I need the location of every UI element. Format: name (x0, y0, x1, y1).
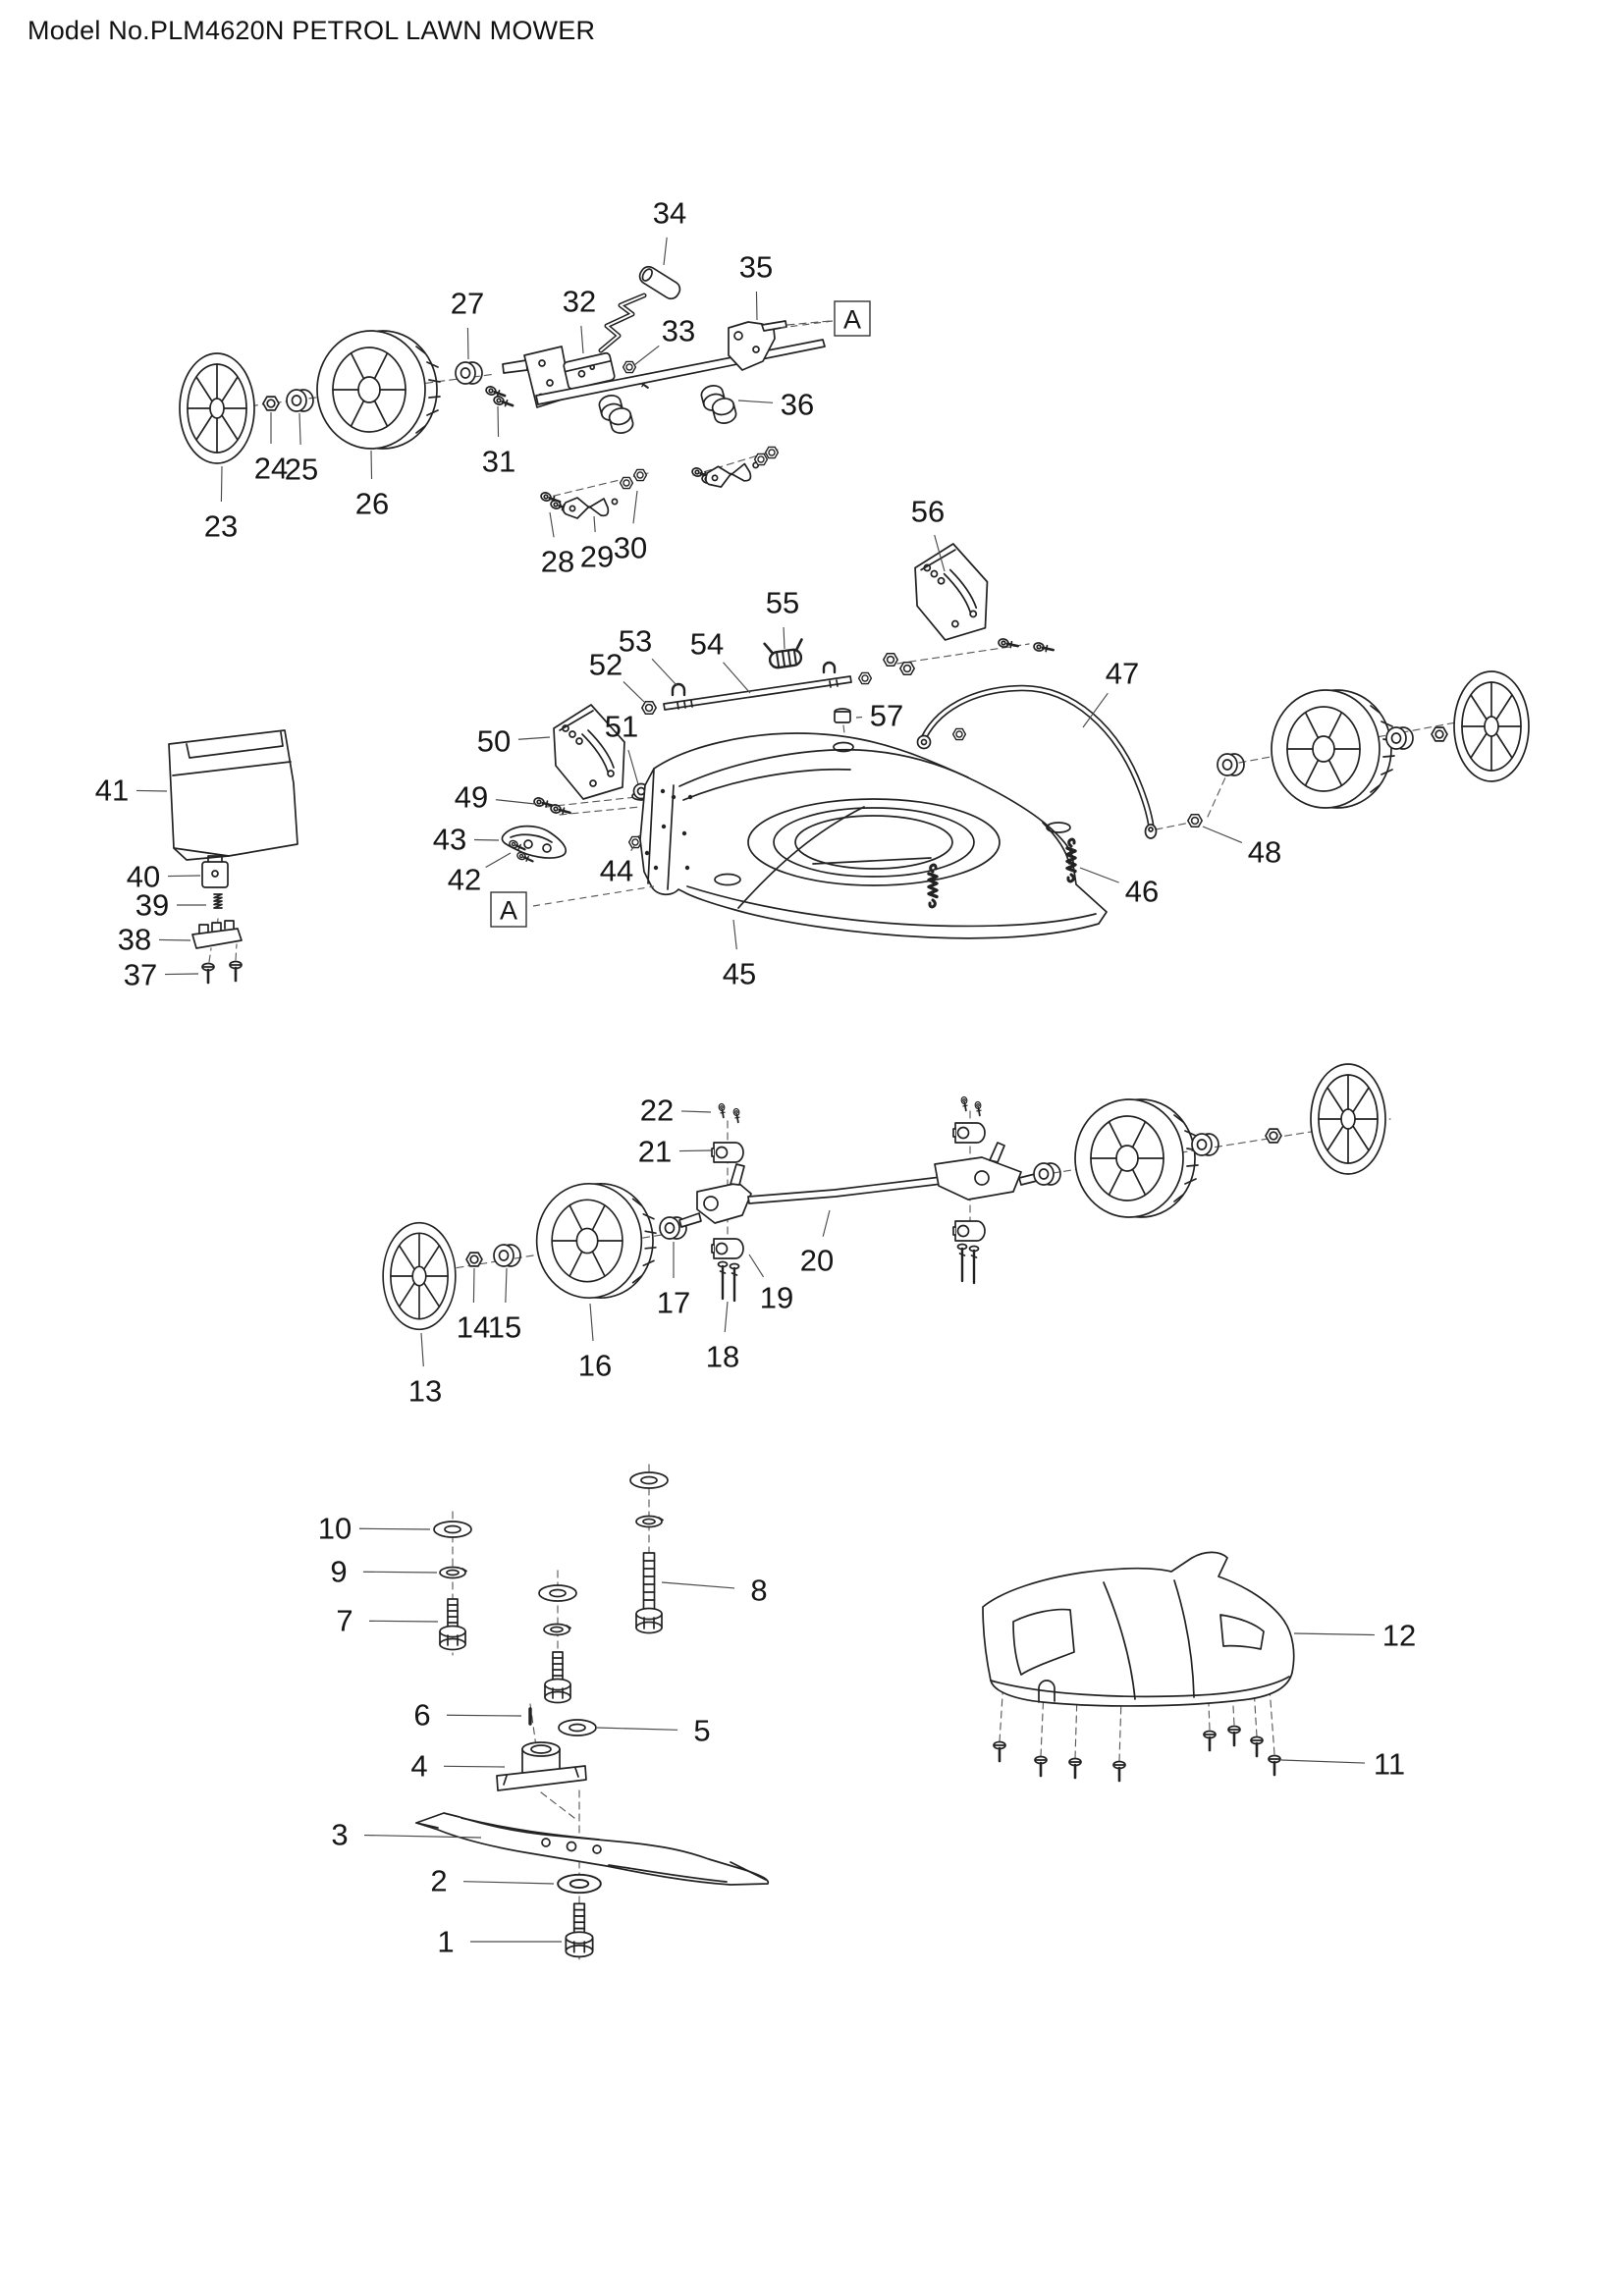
part-label-33: 33 (661, 313, 696, 348)
leader-line-43 (474, 839, 499, 840)
part-label-32: 32 (562, 284, 597, 319)
part-label-10: 10 (317, 1511, 352, 1546)
part-label-22: 22 (639, 1093, 675, 1128)
blade-3 (416, 1813, 768, 1885)
nut-right-of-rod (859, 672, 872, 683)
spring-39 (214, 894, 222, 908)
svg-text:A: A (499, 895, 518, 926)
part-label-38: 38 (117, 922, 152, 957)
part-label-13: 13 (407, 1373, 443, 1409)
leader-line-45 (733, 920, 736, 949)
front-wheel-hubcap-23 (180, 353, 254, 463)
leader-line-46 (1080, 868, 1119, 882)
leader-line-36 (738, 400, 773, 402)
part-label-9: 9 (330, 1554, 348, 1589)
latch-clip-40 (202, 856, 228, 887)
part-label-52: 52 (588, 647, 623, 682)
leader-line-49 (496, 800, 535, 804)
leader-line-52 (623, 681, 644, 702)
leader-line-7 (369, 1621, 438, 1622)
part-label-39: 39 (135, 887, 170, 923)
part-label-18: 18 (705, 1339, 740, 1374)
engine-cover-12 (983, 1552, 1294, 1706)
part-label-41: 41 (94, 773, 130, 808)
latch-plate-38 (192, 921, 242, 948)
part-label-19: 19 (759, 1280, 794, 1315)
leader-line-31 (498, 406, 499, 437)
discharge-cover-41 (169, 730, 298, 860)
part-label-37: 37 (123, 957, 158, 992)
leader-line-35 (756, 292, 757, 320)
leader-line-11 (1281, 1760, 1365, 1763)
leader-line-38 (159, 939, 190, 940)
leader-line-51 (628, 750, 638, 784)
rear-hubcap-13 (383, 1223, 456, 1330)
long-bolt-8 (636, 1553, 662, 1633)
part-label-49: 49 (454, 779, 489, 815)
leader-line-15 (506, 1268, 507, 1303)
part-label-5: 5 (693, 1713, 711, 1748)
leader-line-6 (447, 1715, 521, 1716)
part-label-2: 2 (430, 1863, 448, 1898)
part-label-47: 47 (1105, 656, 1140, 691)
part-label-53: 53 (618, 623, 653, 659)
part-label-21: 21 (637, 1134, 673, 1169)
leader-line-29 (594, 516, 595, 532)
leader-line-14 (473, 1268, 474, 1303)
part-label-23: 23 (203, 508, 239, 544)
part-label-54: 54 (689, 626, 725, 662)
leader-line-41 (136, 790, 167, 791)
part-label-35: 35 (738, 249, 774, 285)
leader-line-26 (371, 451, 372, 479)
lock-washer-9 (440, 1568, 466, 1578)
part-label-15: 15 (487, 1309, 522, 1345)
part-label-43: 43 (432, 822, 467, 857)
screws-37 (202, 962, 242, 984)
leader-line-18 (725, 1302, 728, 1332)
leader-line-8 (662, 1582, 734, 1588)
part-label-27: 27 (450, 286, 485, 321)
rear-right-wheel (1075, 1099, 1198, 1217)
page-title: Model No.PLM4620N PETROL LAWN MOWER (27, 16, 596, 45)
rear-right-bearing-inner (1034, 1163, 1060, 1185)
cap-nut-57 (835, 709, 850, 722)
leader-line-13 (421, 1333, 423, 1366)
nut-48 (1188, 815, 1202, 827)
leader-line-40 (168, 876, 200, 877)
part-label-30: 30 (613, 530, 648, 565)
nut-52 (642, 702, 656, 714)
leader-line-42 (486, 853, 511, 868)
part-label-4: 4 (410, 1748, 428, 1784)
deck-right-bearing-inner (1218, 754, 1244, 775)
leader-line-37 (165, 974, 198, 975)
blade-adapter-4 (497, 1742, 586, 1790)
rear-right-bearing-outer (1192, 1134, 1218, 1155)
leader-line-9 (363, 1572, 437, 1573)
part-label-1: 1 (437, 1924, 455, 1959)
leader-line-12 (1294, 1633, 1375, 1635)
part-label-36: 36 (780, 387, 815, 422)
leader-line-50 (518, 737, 550, 739)
part-label-28: 28 (540, 544, 575, 579)
axle-arm-left (679, 1164, 751, 1227)
section-marker-A-2 (491, 886, 654, 927)
washer-10 (434, 1522, 471, 1537)
leader-line-10 (359, 1528, 430, 1529)
rear-right-hubcap (1311, 1064, 1385, 1174)
part-label-17: 17 (656, 1285, 691, 1320)
adjuster-rod-54 (664, 676, 851, 710)
leader-line-27 (467, 328, 468, 359)
mower-deck-45 (640, 733, 1107, 938)
part-label-20: 20 (799, 1243, 835, 1278)
washer-mid (539, 1585, 576, 1601)
part-label-25: 25 (284, 452, 319, 487)
deck-right-hubcap (1454, 671, 1529, 781)
svg-text:A: A (842, 304, 862, 335)
nut-24 (263, 397, 279, 410)
leader-line-30 (633, 491, 637, 523)
part-label-3: 3 (331, 1817, 349, 1852)
part-label-57: 57 (869, 698, 904, 733)
part-label-42: 42 (447, 862, 482, 897)
leader-line-5 (597, 1728, 677, 1730)
rear-wheel-16 (537, 1184, 656, 1298)
cover-screws-11 (994, 1727, 1280, 1782)
part-label-46: 46 (1124, 874, 1160, 909)
part-label-51: 51 (604, 709, 639, 744)
part-label-29: 29 (579, 539, 615, 574)
bolt-7 (440, 1599, 465, 1650)
part-label-48: 48 (1247, 834, 1282, 870)
leader-line-28 (550, 512, 554, 537)
leader-line-20 (823, 1210, 830, 1237)
handle-mount-bracket-right-56 (915, 544, 987, 640)
part-label-14: 14 (456, 1309, 491, 1345)
leader-line-33 (634, 346, 659, 365)
leader-line-21 (679, 1150, 711, 1151)
deck-right-wheel (1272, 690, 1394, 808)
leader-line-2 (463, 1882, 554, 1884)
leader-line-53 (652, 659, 677, 685)
leader-line-19 (749, 1255, 764, 1277)
part-label-40: 40 (126, 859, 161, 894)
leader-line-4 (444, 1766, 505, 1767)
washer-top-8 (630, 1472, 668, 1488)
leader-line-25 (299, 413, 300, 445)
deck-right-bearing-outer (1386, 727, 1413, 749)
blade-bolt-1 (566, 1903, 592, 1956)
leader-line-34 (664, 238, 667, 265)
lock-washer-8 (636, 1517, 663, 1527)
leader-line-32 (581, 326, 583, 353)
part-label-56: 56 (910, 494, 946, 529)
washer-2 (558, 1875, 601, 1893)
leader-line-48 (1203, 827, 1242, 842)
screws-31 (485, 386, 514, 409)
cable-guide-left-28-29-30 (540, 469, 646, 518)
bearing-27 (456, 362, 482, 384)
leader-line-55 (784, 627, 785, 649)
bolt-mid (545, 1652, 570, 1703)
part-label-50: 50 (476, 723, 512, 759)
height-lever-rod-32 (601, 295, 644, 350)
part-label-55: 55 (765, 585, 800, 620)
lock-washer-mid (544, 1625, 570, 1635)
bearing-25 (287, 390, 313, 411)
part-label-34: 34 (652, 195, 687, 231)
part-label-45: 45 (722, 956, 757, 991)
front-wheel-26 (317, 331, 440, 449)
leader-line-22 (681, 1111, 711, 1112)
axle-rod-20 (748, 1175, 958, 1203)
leader-line-16 (590, 1304, 593, 1341)
part-label-7: 7 (336, 1603, 353, 1638)
screws-49 (533, 797, 570, 817)
bar-clamps-36 (598, 384, 738, 436)
part-label-6: 6 (413, 1697, 431, 1733)
part-label-8: 8 (750, 1573, 768, 1608)
part-label-11: 11 (1373, 1746, 1406, 1782)
part-label-44: 44 (599, 853, 634, 888)
axle-bracket-right-35 (729, 321, 786, 370)
part-label-16: 16 (577, 1348, 613, 1383)
deck-right-nut (1432, 727, 1447, 741)
part-label-24: 24 (253, 451, 289, 486)
rear-right-nut (1266, 1129, 1281, 1143)
nut-14 (466, 1253, 482, 1266)
axle-arm-right (935, 1143, 1041, 1200)
bearing-15 (494, 1245, 520, 1266)
part-label-31: 31 (481, 444, 516, 479)
part-label-12: 12 (1381, 1618, 1417, 1653)
section-marker-A-1 (781, 301, 870, 336)
leader-line-23 (221, 466, 222, 502)
washer-5 (559, 1720, 596, 1735)
part-label-26: 26 (354, 486, 390, 521)
leader-line-54 (724, 663, 750, 693)
